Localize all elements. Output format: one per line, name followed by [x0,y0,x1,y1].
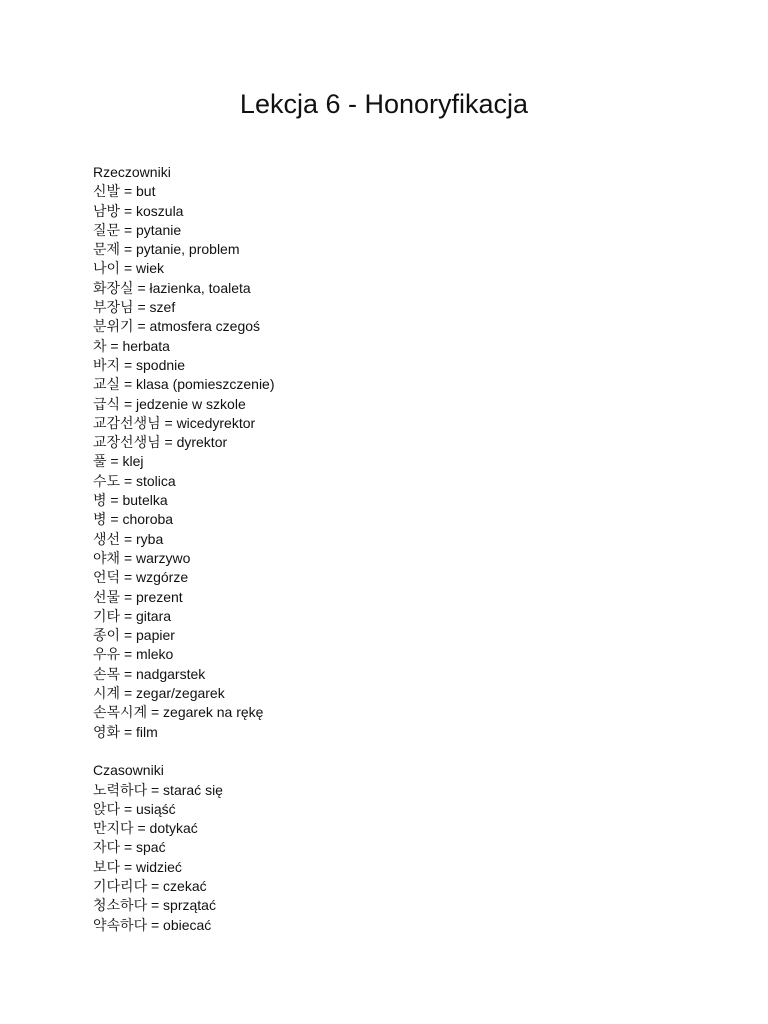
vocabulary-entry: 급식 = jedzenie w szkole [93,395,246,412]
noun-list [93,182,713,742]
vocabulary-entry: 바지 = spodnie [93,356,186,373]
vocabulary-entry: 차 = herbata [93,337,170,354]
vocabulary-entry: 남방 = koszula [93,202,184,219]
vocabulary-entry: 앉다 = usiąść [93,800,176,817]
vocabulary-entry: 풀 = klej [93,453,144,470]
vocabulary-content [93,163,713,954]
vocabulary-entry: 신발 = but [93,183,156,200]
vocabulary-entry: 수도 = stolica [93,472,176,489]
vocabulary-entry: 자다 = spać [93,839,166,856]
vocabulary-entry: 언덕 = wzgórze [93,569,189,586]
vocabulary-entry: 생선 = ryba [93,530,164,547]
vocabulary-entry: 기다리다 = czekać [93,877,207,894]
vocabulary-entry: 보다 = widzieć [93,858,182,875]
vocabulary-entry: 화장실 = łazienka, toaleta [93,279,251,296]
vocabulary-entry: 선물 = prezent [93,588,183,605]
vocabulary-entry: 교감선생님 = wicedyrektor [93,414,256,431]
vocabulary-entry: 부장님 = szef [93,299,176,316]
vocabulary-entry: 병 = choroba [93,511,174,528]
vocabulary-entry: 질문 = pytanie [93,221,182,238]
vocabulary-entry: 야채 = warzywo [93,549,191,566]
verb-list [93,781,713,935]
section-nouns [93,163,713,742]
vocabulary-entry: 영화 = film [93,723,158,740]
section-heading-nouns: Rzeczowniki [93,164,171,180]
section-verbs [93,761,713,935]
vocabulary-entry: 기타 = gitara [93,607,172,624]
vocabulary-entry: 종이 = papier [93,627,175,644]
vocabulary-entry: 약속하다 = obiecać [93,916,212,933]
vocabulary-entry: 만지다 = dotykać [93,820,198,837]
vocabulary-entry: 노력하다 = starać się [93,781,223,798]
vocabulary-entry: 교실 = klasa (pomieszczenie) [93,376,275,393]
vocabulary-entry: 손목시계 = zegarek na rękę [93,704,264,721]
vocabulary-entry: 청소하다 = sprzątać [93,897,216,914]
page-title: Lekcja 6 - Honoryfikacja [239,89,529,119]
vocabulary-entry: 시계 = zegar/zegarek [93,685,225,702]
vocabulary-entry: 분위기 = atmosfera czegoś [93,318,261,335]
vocabulary-entry: 병 = butelka [93,492,168,509]
vocabulary-entry: 우유 = mleko [93,646,174,663]
section-heading-verbs: Czasowniki [93,762,164,779]
vocabulary-entry: 손목 = nadgarstek [93,665,206,682]
vocabulary-entry: 문제 = pytanie, problem [93,241,240,258]
vocabulary-entry: 교장선생님 = dyrektor [93,434,228,451]
vocabulary-entry: 나이 = wiek [93,260,165,277]
